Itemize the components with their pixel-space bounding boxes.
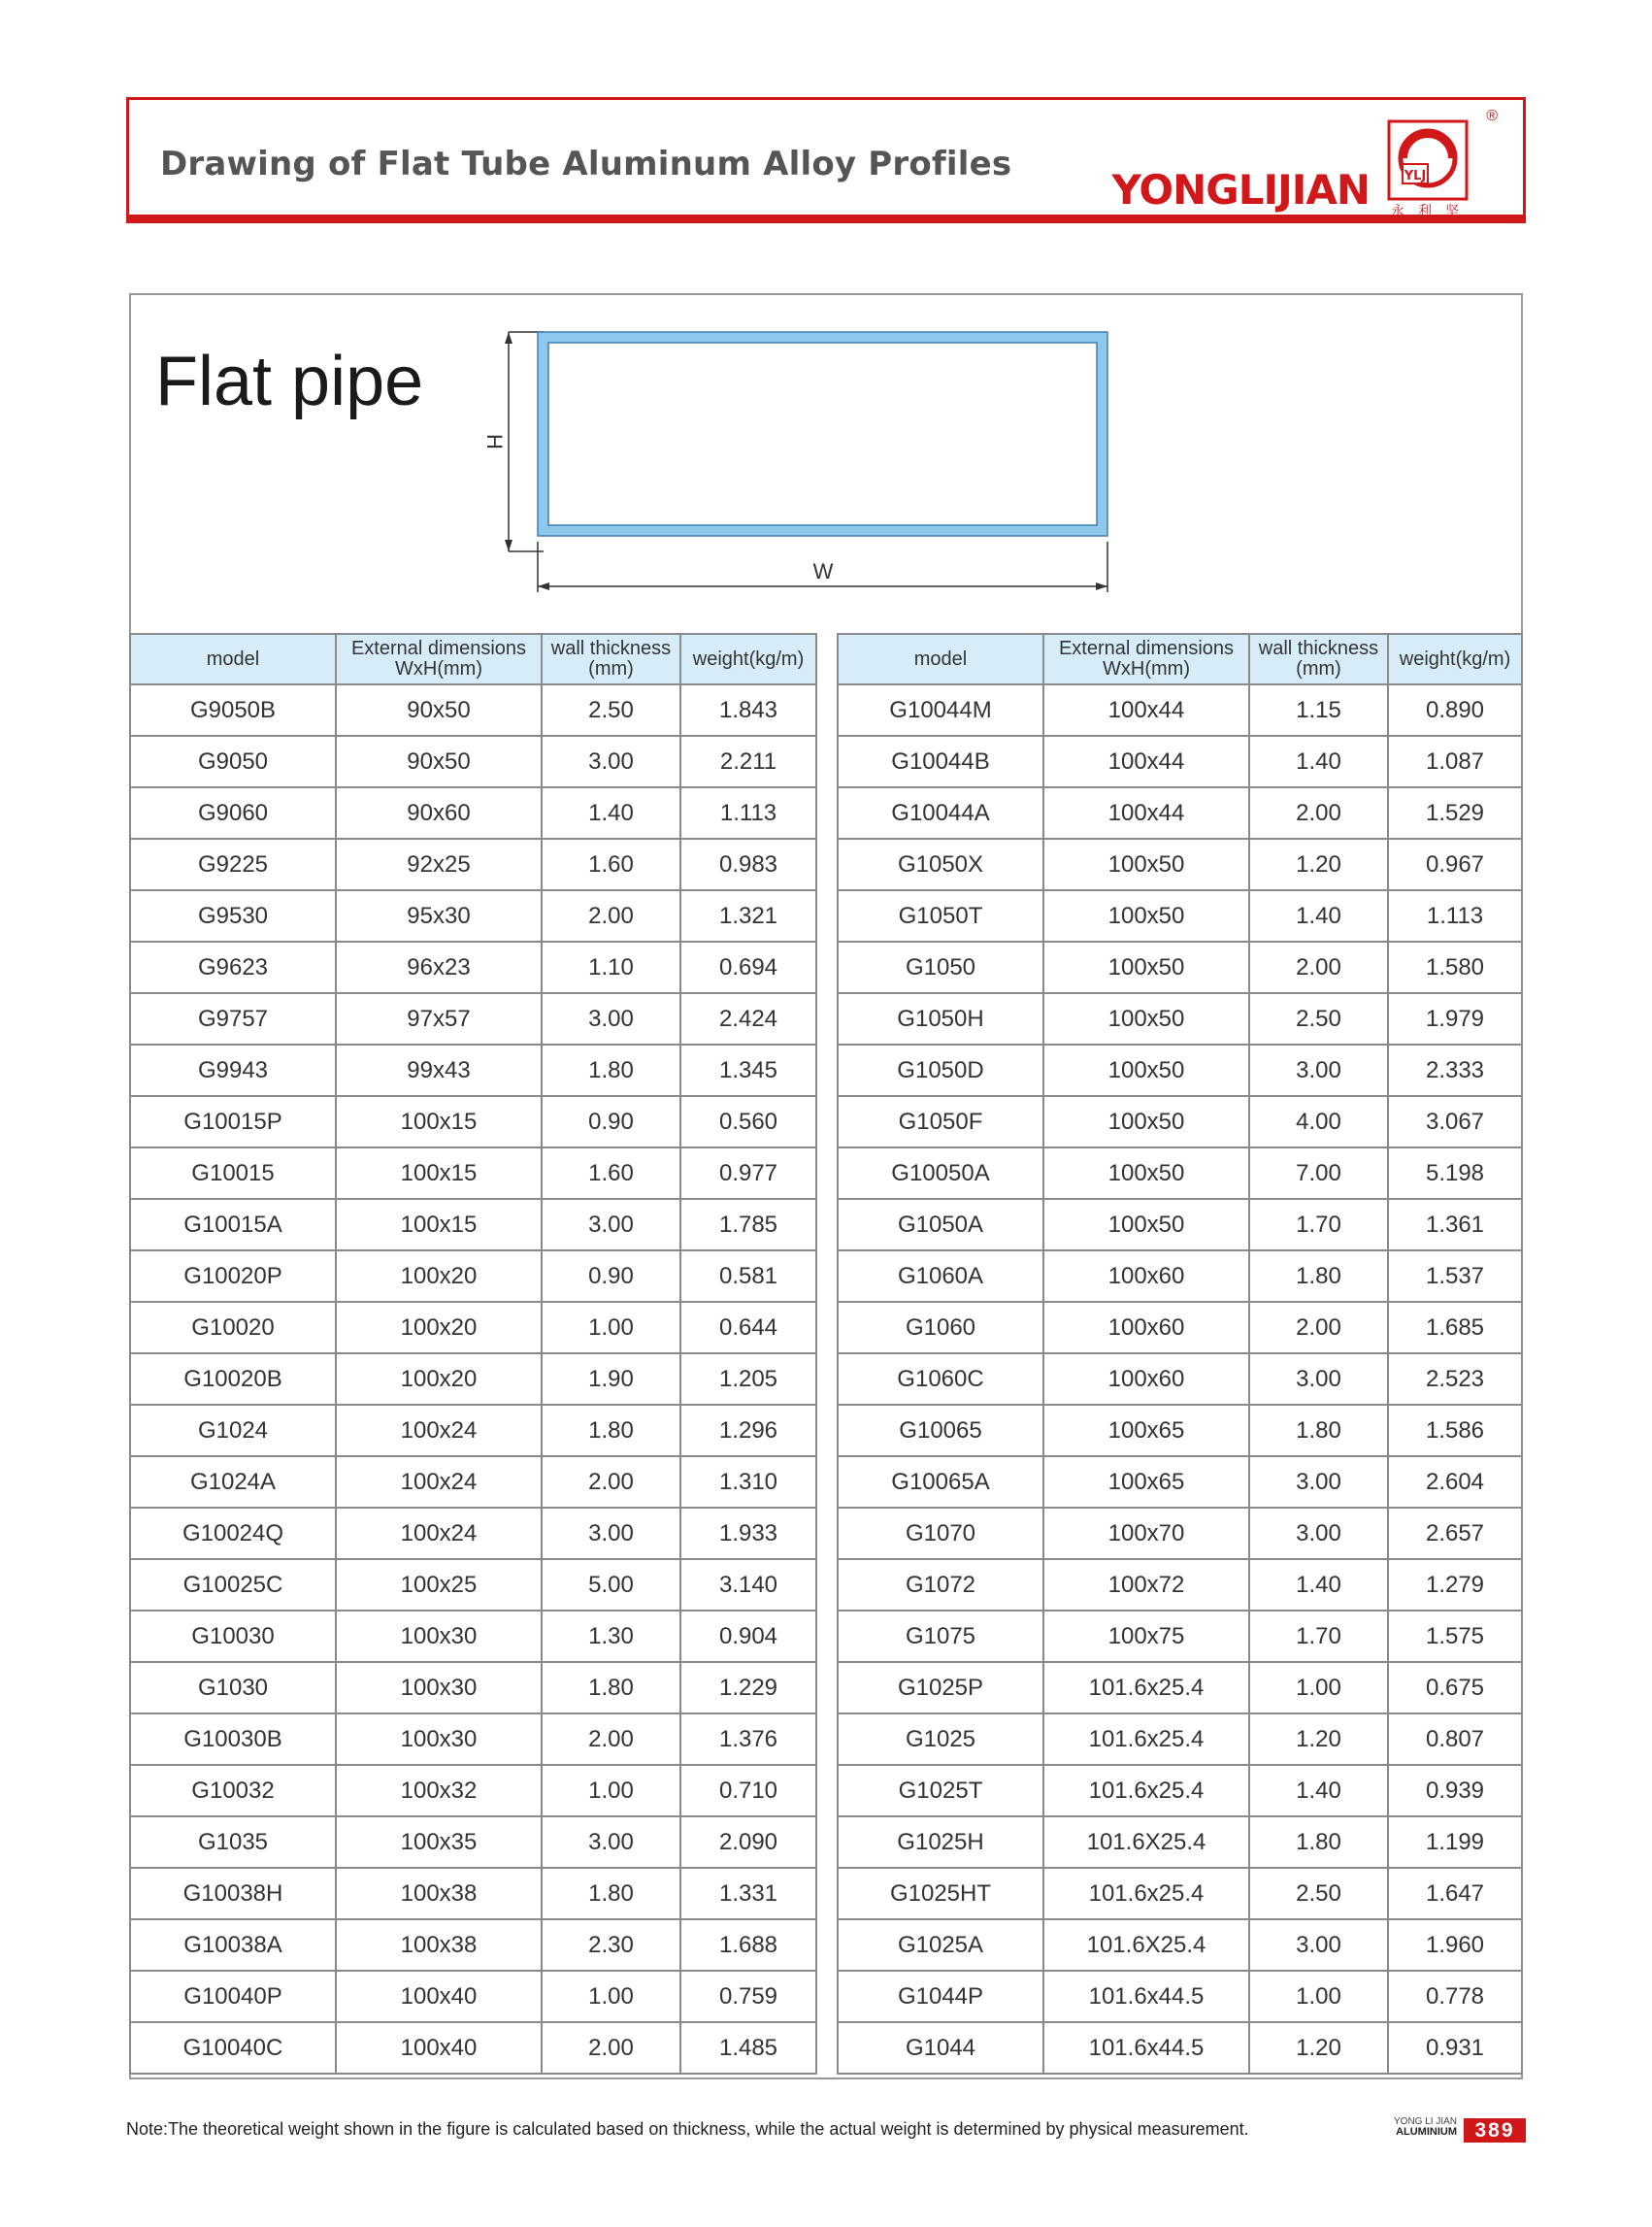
cell-wall-thickness: 2.00: [1249, 942, 1388, 993]
cell-weight: 0.694: [680, 942, 816, 993]
cell-weight: 1.485: [680, 2022, 816, 2074]
cell-model: G1050F: [838, 1096, 1043, 1147]
table-row: [130, 1971, 816, 2022]
table-row: [838, 1508, 1522, 1559]
cell-external-dimensions: 90x60: [336, 787, 542, 839]
cell-weight: 0.939: [1388, 1765, 1522, 1816]
cell-model: G10015P: [130, 1096, 336, 1147]
cell-external-dimensions: 100x50: [1043, 993, 1249, 1045]
cell-wall-thickness: 1.40: [1249, 890, 1388, 942]
cell-model: G1050A: [838, 1199, 1043, 1250]
cell-wall-thickness: 3.00: [542, 1816, 680, 1868]
table-row: [838, 1971, 1522, 2022]
cell-model: G1030: [130, 1662, 336, 1713]
cell-wall-thickness: 1.20: [1249, 2022, 1388, 2074]
cell-weight: 0.560: [680, 1096, 816, 1147]
cell-wall-thickness: 1.20: [1249, 1713, 1388, 1765]
cell-wall-thickness: 1.60: [542, 839, 680, 890]
table-row: [130, 1662, 816, 1713]
cell-wall-thickness: 0.90: [542, 1250, 680, 1302]
cell-wall-thickness: 2.50: [1249, 993, 1388, 1045]
cell-external-dimensions: 100x40: [336, 2022, 542, 2074]
cell-wall-thickness: 2.50: [542, 684, 680, 736]
cell-external-dimensions: 101.6X25.4: [1043, 1816, 1249, 1868]
cell-weight: 2.090: [680, 1816, 816, 1868]
cell-weight: 1.113: [1388, 890, 1522, 942]
cell-weight: 2.333: [1388, 1045, 1522, 1096]
cell-wall-thickness: 1.30: [542, 1611, 680, 1662]
cell-external-dimensions: 90x50: [336, 684, 542, 736]
cell-external-dimensions: 95x30: [336, 890, 542, 942]
table-row: [130, 839, 816, 890]
col-header-wall-thickness: wall thickness (mm): [542, 634, 680, 684]
cell-model: G10025C: [130, 1559, 336, 1611]
table-row: [130, 787, 816, 839]
table-row: [130, 1816, 816, 1868]
table-row: [838, 1405, 1522, 1456]
table-row: [130, 1508, 816, 1559]
cell-weight: 0.977: [680, 1147, 816, 1199]
cell-external-dimensions: 97x57: [336, 993, 542, 1045]
cell-model: G10015A: [130, 1199, 336, 1250]
cell-weight: 1.960: [1388, 1919, 1522, 1971]
cell-model: G10044B: [838, 736, 1043, 787]
footer-brand-line1: YONG LI JIAN: [1394, 2116, 1458, 2127]
height-label: H: [482, 434, 507, 449]
cell-weight: 1.345: [680, 1045, 816, 1096]
cell-external-dimensions: 100x60: [1043, 1250, 1249, 1302]
cell-external-dimensions: 96x23: [336, 942, 542, 993]
cell-weight: 1.580: [1388, 942, 1522, 993]
cell-external-dimensions: 100x24: [336, 1405, 542, 1456]
cell-wall-thickness: 1.90: [542, 1353, 680, 1405]
table-header-row: [130, 634, 816, 684]
cell-wall-thickness: 1.80: [542, 1868, 680, 1919]
cell-model: G10020B: [130, 1353, 336, 1405]
table-row: [838, 942, 1522, 993]
table-row: [130, 890, 816, 942]
cell-model: G9225: [130, 839, 336, 890]
cell-external-dimensions: 100x25: [336, 1559, 542, 1611]
cell-model: G9530: [130, 890, 336, 942]
table-row: [838, 736, 1522, 787]
cell-wall-thickness: 1.20: [1249, 839, 1388, 890]
cell-external-dimensions: 100x50: [1043, 1199, 1249, 1250]
cell-wall-thickness: 1.15: [1249, 684, 1388, 736]
section-title: Flat pipe: [155, 343, 424, 420]
cell-external-dimensions: 100x30: [336, 1713, 542, 1765]
cell-wall-thickness: 1.80: [542, 1662, 680, 1713]
flat-pipe-drawing: [466, 330, 1165, 612]
cell-wall-thickness: 3.00: [1249, 1919, 1388, 1971]
table-row: [130, 1765, 816, 1816]
cell-external-dimensions: 101.6x25.4: [1043, 1868, 1249, 1919]
spec-table-right: [837, 633, 1523, 2075]
cell-wall-thickness: 3.00: [1249, 1456, 1388, 1508]
table-row: [838, 1302, 1522, 1353]
cell-model: G1025HT: [838, 1868, 1043, 1919]
cell-wall-thickness: 1.40: [1249, 1559, 1388, 1611]
cell-weight: 1.529: [1388, 787, 1522, 839]
cell-wall-thickness: 2.00: [1249, 1302, 1388, 1353]
cell-wall-thickness: 1.80: [1249, 1405, 1388, 1456]
cell-model: G1060: [838, 1302, 1043, 1353]
cell-weight: 1.586: [1388, 1405, 1522, 1456]
cell-weight: 2.523: [1388, 1353, 1522, 1405]
cell-model: G1024: [130, 1405, 336, 1456]
table-row: [130, 736, 816, 787]
footer-brand-line2: ALUMINIUM: [1396, 2126, 1458, 2138]
cell-external-dimensions: 100x65: [1043, 1456, 1249, 1508]
table-header-row: [838, 634, 1522, 684]
cell-wall-thickness: 7.00: [1249, 1147, 1388, 1199]
cell-external-dimensions: 100x20: [336, 1353, 542, 1405]
cell-weight: 0.675: [1388, 1662, 1522, 1713]
page-number: 389: [1464, 2118, 1526, 2143]
table-row: [130, 1559, 816, 1611]
cell-external-dimensions: 101.6x25.4: [1043, 1765, 1249, 1816]
col-header-wall-thickness: wall thickness (mm): [1249, 634, 1388, 684]
cell-external-dimensions: 100x44: [1043, 787, 1249, 839]
cell-external-dimensions: 100x30: [336, 1611, 542, 1662]
cell-external-dimensions: 101.6X25.4: [1043, 1919, 1249, 1971]
cell-wall-thickness: 2.30: [542, 1919, 680, 1971]
table-row: [130, 1045, 816, 1096]
cell-model: G9757: [130, 993, 336, 1045]
cell-model: G10044A: [838, 787, 1043, 839]
cell-wall-thickness: 3.00: [542, 1508, 680, 1559]
table-row: [838, 1456, 1522, 1508]
cell-model: G10038A: [130, 1919, 336, 1971]
cell-weight: 0.967: [1388, 839, 1522, 890]
cell-model: G1044: [838, 2022, 1043, 2074]
cell-weight: 1.229: [680, 1662, 816, 1713]
cell-model: G9050B: [130, 684, 336, 736]
cell-wall-thickness: 1.00: [542, 1971, 680, 2022]
table-row: [130, 942, 816, 993]
cell-external-dimensions: 100x60: [1043, 1302, 1249, 1353]
cell-weight: 1.310: [680, 1456, 816, 1508]
cell-weight: 0.778: [1388, 1971, 1522, 2022]
cell-model: G10044M: [838, 684, 1043, 736]
cell-external-dimensions: 100x24: [336, 1456, 542, 1508]
cell-wall-thickness: 3.00: [542, 993, 680, 1045]
cell-weight: 1.331: [680, 1868, 816, 1919]
cell-external-dimensions: 100x38: [336, 1868, 542, 1919]
table-row: [838, 1868, 1522, 1919]
col-header-external-dimensions: External dimensions WxH(mm): [1043, 634, 1249, 684]
cell-model: G10032: [130, 1765, 336, 1816]
table-row: [838, 1765, 1522, 1816]
table-row: [838, 993, 1522, 1045]
cell-weight: 1.537: [1388, 1250, 1522, 1302]
cell-external-dimensions: 101.6x25.4: [1043, 1713, 1249, 1765]
cell-wall-thickness: 1.00: [542, 1302, 680, 1353]
cell-wall-thickness: 5.00: [542, 1559, 680, 1611]
cell-weight: 1.199: [1388, 1816, 1522, 1868]
col-header-external-dimensions: External dimensions WxH(mm): [336, 634, 542, 684]
cell-external-dimensions: 100x50: [1043, 839, 1249, 890]
cell-wall-thickness: 2.00: [1249, 787, 1388, 839]
cell-model: G10065A: [838, 1456, 1043, 1508]
cell-weight: 1.376: [680, 1713, 816, 1765]
table-row: [838, 2022, 1522, 2074]
cell-external-dimensions: 100x60: [1043, 1353, 1249, 1405]
table-row: [838, 787, 1522, 839]
cell-model: G9050: [130, 736, 336, 787]
cell-model: G10020: [130, 1302, 336, 1353]
table-row: [130, 2022, 816, 2074]
table-row: [130, 993, 816, 1045]
cell-wall-thickness: 2.50: [1249, 1868, 1388, 1919]
cell-weight: 1.361: [1388, 1199, 1522, 1250]
cell-weight: 1.205: [680, 1353, 816, 1405]
cell-model: G1050X: [838, 839, 1043, 890]
table-row: [130, 1096, 816, 1147]
width-label: W: [812, 559, 834, 583]
cell-wall-thickness: 1.10: [542, 942, 680, 993]
table-row: [130, 1250, 816, 1302]
cell-weight: 1.279: [1388, 1559, 1522, 1611]
brand-name-chinese: 永利坚: [1391, 204, 1472, 219]
cell-external-dimensions: 90x50: [336, 736, 542, 787]
cell-weight: 1.933: [680, 1508, 816, 1559]
col-header-model: model: [838, 634, 1043, 684]
cell-wall-thickness: 3.00: [1249, 1353, 1388, 1405]
logo-letters: YLJ: [1404, 169, 1427, 183]
cell-wall-thickness: 1.80: [542, 1045, 680, 1096]
cell-wall-thickness: 3.00: [542, 736, 680, 787]
cell-wall-thickness: 3.00: [1249, 1508, 1388, 1559]
table-row: [838, 684, 1522, 736]
table-row: [838, 1250, 1522, 1302]
cell-wall-thickness: 2.00: [542, 2022, 680, 2074]
cell-weight: 1.647: [1388, 1868, 1522, 1919]
table-row: [130, 1868, 816, 1919]
cell-wall-thickness: 1.80: [1249, 1816, 1388, 1868]
cell-model: G1025: [838, 1713, 1043, 1765]
cell-model: G1050H: [838, 993, 1043, 1045]
table-row: [838, 1096, 1522, 1147]
table-row: [130, 684, 816, 736]
registered-mark: ®: [1486, 108, 1498, 124]
cell-model: G1025A: [838, 1919, 1043, 1971]
cell-external-dimensions: 100x50: [1043, 1096, 1249, 1147]
table-row: [838, 1559, 1522, 1611]
cell-external-dimensions: 100x24: [336, 1508, 542, 1559]
cell-weight: 5.198: [1388, 1147, 1522, 1199]
cell-external-dimensions: 100x38: [336, 1919, 542, 1971]
cell-model: G10030B: [130, 1713, 336, 1765]
cell-weight: 2.211: [680, 736, 816, 787]
cell-external-dimensions: 100x20: [336, 1302, 542, 1353]
cell-model: G10040C: [130, 2022, 336, 2074]
cell-external-dimensions: 100x15: [336, 1147, 542, 1199]
cell-model: G1025H: [838, 1816, 1043, 1868]
cell-weight: 0.890: [1388, 684, 1522, 736]
cell-weight: 1.575: [1388, 1611, 1522, 1662]
tube-inner-cavity: [548, 343, 1097, 525]
cell-weight: 1.296: [680, 1405, 816, 1456]
cell-model: G9623: [130, 942, 336, 993]
cell-wall-thickness: 3.00: [1249, 1045, 1388, 1096]
cell-model: G10024Q: [130, 1508, 336, 1559]
table-row: [130, 1713, 816, 1765]
header-title: Drawing of Flat Tube Aluminum Alloy Profiles: [160, 145, 1012, 183]
cell-model: G10015: [130, 1147, 336, 1199]
cell-model: G1072: [838, 1559, 1043, 1611]
cell-external-dimensions: 100x50: [1043, 1045, 1249, 1096]
col-header-model: model: [130, 634, 336, 684]
table-row: [130, 1456, 816, 1508]
table-row: [130, 1353, 816, 1405]
table-row: [838, 1611, 1522, 1662]
col-header-weight: weight(kg/m): [1388, 634, 1522, 684]
cell-model: G1060A: [838, 1250, 1043, 1302]
cell-model: G1070: [838, 1508, 1043, 1559]
table-row: [838, 1045, 1522, 1096]
cell-external-dimensions: 100x15: [336, 1096, 542, 1147]
cell-weight: 2.424: [680, 993, 816, 1045]
cell-wall-thickness: 4.00: [1249, 1096, 1388, 1147]
cell-external-dimensions: 100x65: [1043, 1405, 1249, 1456]
cell-external-dimensions: 101.6x25.4: [1043, 1662, 1249, 1713]
cell-weight: 0.710: [680, 1765, 816, 1816]
cell-external-dimensions: 100x75: [1043, 1611, 1249, 1662]
cell-external-dimensions: 100x44: [1043, 684, 1249, 736]
cell-model: G10020P: [130, 1250, 336, 1302]
table-row: [130, 1919, 816, 1971]
col-header-weight: weight(kg/m): [680, 634, 816, 684]
cell-weight: 1.685: [1388, 1302, 1522, 1353]
cell-weight: 1.087: [1388, 736, 1522, 787]
cell-model: G1050D: [838, 1045, 1043, 1096]
cell-wall-thickness: 1.70: [1249, 1199, 1388, 1250]
cell-external-dimensions: 100x44: [1043, 736, 1249, 787]
cell-weight: 1.113: [680, 787, 816, 839]
cell-external-dimensions: 100x40: [336, 1971, 542, 2022]
cell-wall-thickness: 1.40: [542, 787, 680, 839]
cell-weight: 3.067: [1388, 1096, 1522, 1147]
cell-external-dimensions: 100x20: [336, 1250, 542, 1302]
footer-brand: [1394, 2116, 1457, 2138]
cell-weight: 1.785: [680, 1199, 816, 1250]
cell-weight: 0.581: [680, 1250, 816, 1302]
cell-model: G1050: [838, 942, 1043, 993]
table-row: [130, 1302, 816, 1353]
footer-note: Note:The theoretical weight shown in the figure is calculated based on thickness, while the actual weight is determined by physical measurement.: [126, 2119, 1249, 2139]
cell-external-dimensions: 100x50: [1043, 1147, 1249, 1199]
cell-model: G1035: [130, 1816, 336, 1868]
cell-weight: 0.983: [680, 839, 816, 890]
cell-external-dimensions: 100x15: [336, 1199, 542, 1250]
cell-external-dimensions: 100x50: [1043, 890, 1249, 942]
table-row: [838, 1147, 1522, 1199]
cell-model: G1025T: [838, 1765, 1043, 1816]
cell-external-dimensions: 92x25: [336, 839, 542, 890]
cell-weight: 3.140: [680, 1559, 816, 1611]
cell-weight: 0.904: [680, 1611, 816, 1662]
cell-weight: 0.807: [1388, 1713, 1522, 1765]
cell-weight: 1.979: [1388, 993, 1522, 1045]
cell-external-dimensions: 100x70: [1043, 1508, 1249, 1559]
cell-external-dimensions: 100x30: [336, 1662, 542, 1713]
cell-weight: 2.604: [1388, 1456, 1522, 1508]
brand-name: YONGLIJIAN: [1111, 166, 1370, 214]
cell-wall-thickness: 1.00: [542, 1765, 680, 1816]
cell-model: G1075: [838, 1611, 1043, 1662]
cell-external-dimensions: 100x72: [1043, 1559, 1249, 1611]
cell-wall-thickness: 1.00: [1249, 1662, 1388, 1713]
cell-weight: 0.931: [1388, 2022, 1522, 2074]
cell-external-dimensions: 100x35: [336, 1816, 542, 1868]
cell-wall-thickness: 1.60: [542, 1147, 680, 1199]
table-row: [838, 1199, 1522, 1250]
cell-weight: 2.657: [1388, 1508, 1522, 1559]
cell-external-dimensions: 100x50: [1043, 942, 1249, 993]
cell-weight: 0.759: [680, 1971, 816, 2022]
cell-model: G1025P: [838, 1662, 1043, 1713]
cell-wall-thickness: 3.00: [542, 1199, 680, 1250]
cell-wall-thickness: 2.00: [542, 890, 680, 942]
table-row: [838, 1662, 1522, 1713]
cell-wall-thickness: 1.00: [1249, 1971, 1388, 2022]
cell-model: G1060C: [838, 1353, 1043, 1405]
table-row: [838, 890, 1522, 942]
table-row: [130, 1405, 816, 1456]
cell-model: G1024A: [130, 1456, 336, 1508]
cell-weight: 1.321: [680, 890, 816, 942]
cell-wall-thickness: 0.90: [542, 1096, 680, 1147]
cell-model: G10040P: [130, 1971, 336, 2022]
table-row: [838, 1353, 1522, 1405]
table-row: [130, 1611, 816, 1662]
spec-table-left: [129, 633, 817, 2075]
cell-external-dimensions: 100x32: [336, 1765, 542, 1816]
page-header: [126, 97, 1526, 223]
table-row: [838, 1713, 1522, 1765]
cell-external-dimensions: 101.6x44.5: [1043, 2022, 1249, 2074]
cell-wall-thickness: 1.40: [1249, 1765, 1388, 1816]
cell-external-dimensions: 99x43: [336, 1045, 542, 1096]
cell-model: G1044P: [838, 1971, 1043, 2022]
cell-wall-thickness: 1.70: [1249, 1611, 1388, 1662]
table-row: [838, 1816, 1522, 1868]
cell-model: G1050T: [838, 890, 1043, 942]
cell-weight: 0.644: [680, 1302, 816, 1353]
cell-model: G9943: [130, 1045, 336, 1096]
table-row: [838, 839, 1522, 890]
cell-wall-thickness: 2.00: [542, 1456, 680, 1508]
cell-model: G10038H: [130, 1868, 336, 1919]
cell-model: G10050A: [838, 1147, 1043, 1199]
cell-model: G9060: [130, 787, 336, 839]
cell-weight: 1.688: [680, 1919, 816, 1971]
cell-wall-thickness: 1.40: [1249, 736, 1388, 787]
table-row: [130, 1147, 816, 1199]
table-row: [838, 1919, 1522, 1971]
cell-wall-thickness: 2.00: [542, 1713, 680, 1765]
cell-model: G10065: [838, 1405, 1043, 1456]
cell-wall-thickness: 1.80: [542, 1405, 680, 1456]
cell-external-dimensions: 101.6x44.5: [1043, 1971, 1249, 2022]
table-row: [130, 1199, 816, 1250]
cell-model: G10030: [130, 1611, 336, 1662]
cell-weight: 1.843: [680, 684, 816, 736]
cell-wall-thickness: 1.80: [1249, 1250, 1388, 1302]
